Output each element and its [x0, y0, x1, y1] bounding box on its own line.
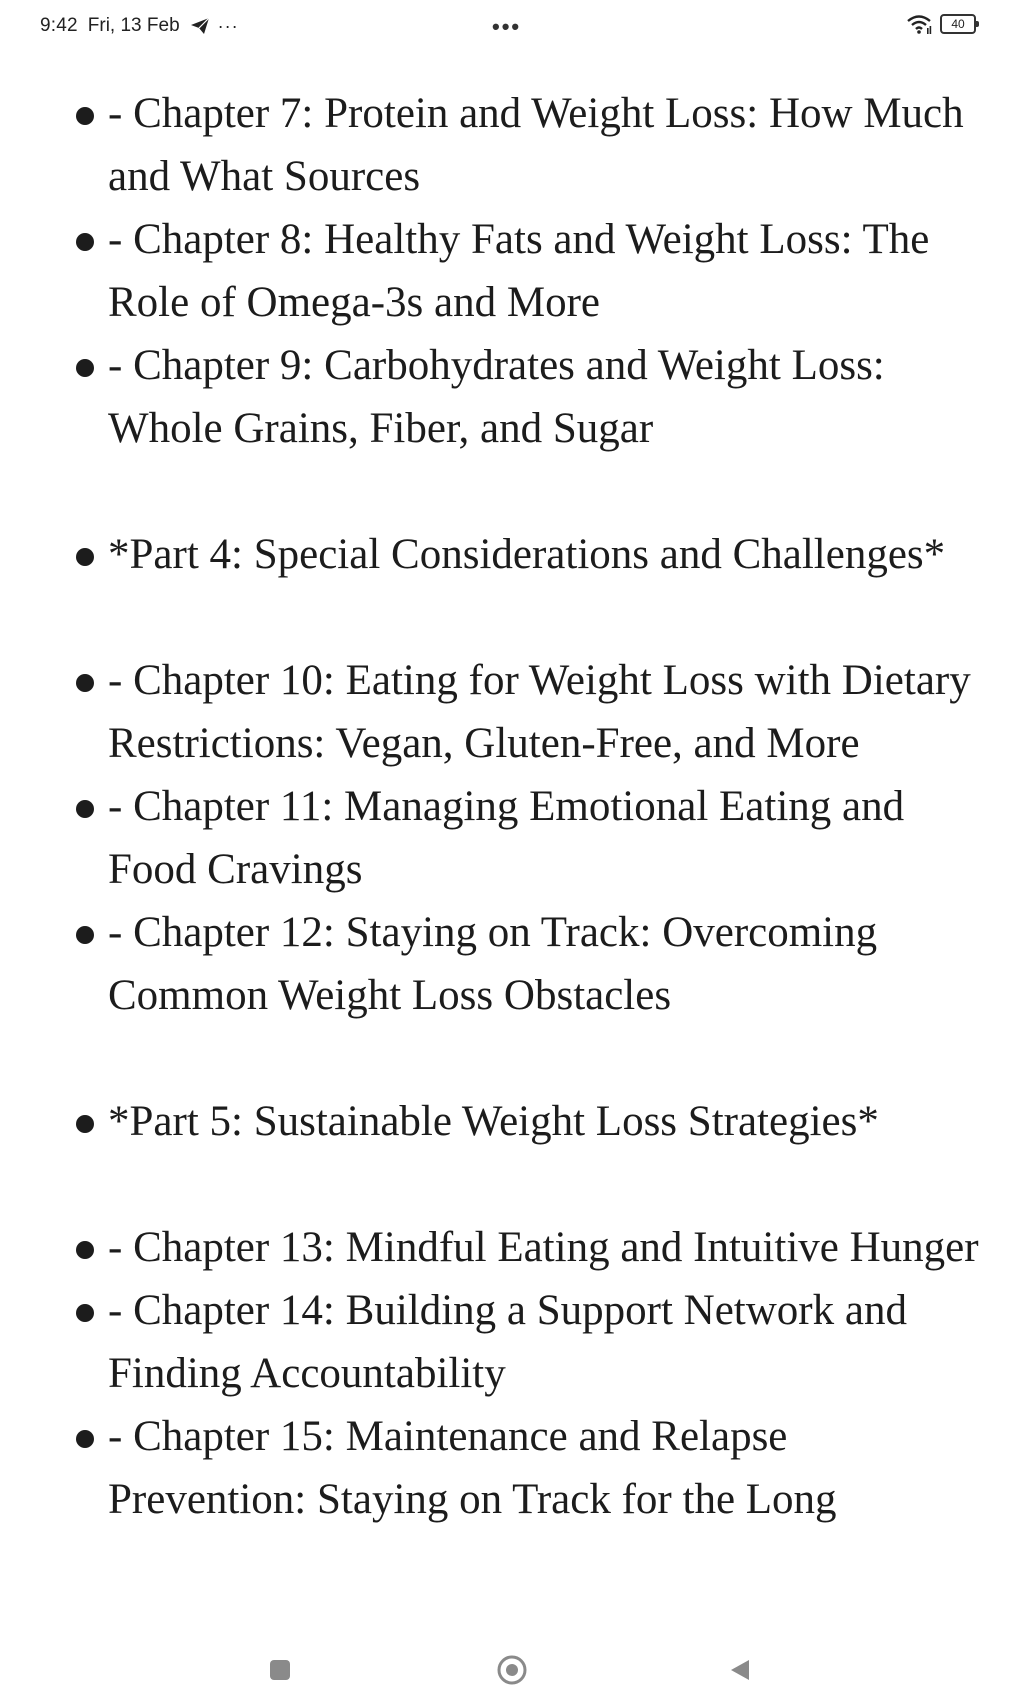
- status-right: [906, 13, 976, 35]
- toc-list-item: - Chapter 8: Healthy Fats and Weight Loss: The Role of Omega-3s and More: [68, 208, 988, 334]
- circle-icon: [496, 1654, 528, 1686]
- toc-list-item: - Chapter 9: Carbohydrates and Weight Loss: Whole Grains, Fiber, and Sugar: [68, 334, 988, 460]
- toc-list-item: - Chapter 7: Protein and Weight Loss: How Much and What Sources: [68, 82, 988, 208]
- toc-list-item: - Chapter 13: Mindful Eating and Intuitive Hunger: [68, 1216, 988, 1279]
- battery-icon: 40: [940, 14, 976, 34]
- notification-overflow-icon: ···: [217, 15, 239, 36]
- toc-list-item: - Chapter 12: Staying on Track: Overcoming Common Weight Loss Obstacles: [68, 901, 988, 1027]
- telegram-send-icon: [190, 17, 210, 35]
- status-time: 9:42: [40, 15, 78, 36]
- toc-list-item: *Part 4: Special Considerations and Challenges*: [68, 523, 988, 586]
- more-dots-icon[interactable]: •••: [492, 14, 522, 39]
- document-content: [68, 82, 988, 1531]
- square-icon: [267, 1657, 293, 1683]
- toc-list-item: *Part 5: Sustainable Weight Loss Strategies*: [68, 1090, 988, 1153]
- wifi-icon: [906, 13, 932, 35]
- home-button[interactable]: [492, 1650, 532, 1690]
- status-left: [40, 15, 239, 37]
- table-of-contents: [68, 82, 988, 1531]
- toc-list-item: - Chapter 11: Managing Emotional Eating and Food Cravings: [68, 775, 988, 901]
- back-button[interactable]: [720, 1650, 760, 1690]
- toc-list-item: - Chapter 15: Maintenance and Relapse Prevention: Staying on Track for the Long: [68, 1405, 988, 1531]
- status-date: Fri, 13 Feb: [87, 15, 180, 36]
- status-bar: [0, 0, 1024, 52]
- toc-list-item: - Chapter 14: Building a Support Network and Finding Accountability: [68, 1279, 988, 1405]
- triangle-back-icon: [727, 1657, 753, 1683]
- toc-list-item: - Chapter 10: Eating for Weight Loss with Dietary Restrictions: Vegan, Gluten-Free, and More: [68, 649, 988, 775]
- recent-apps-button[interactable]: [260, 1650, 300, 1690]
- navigation-bar: [0, 1640, 1024, 1707]
